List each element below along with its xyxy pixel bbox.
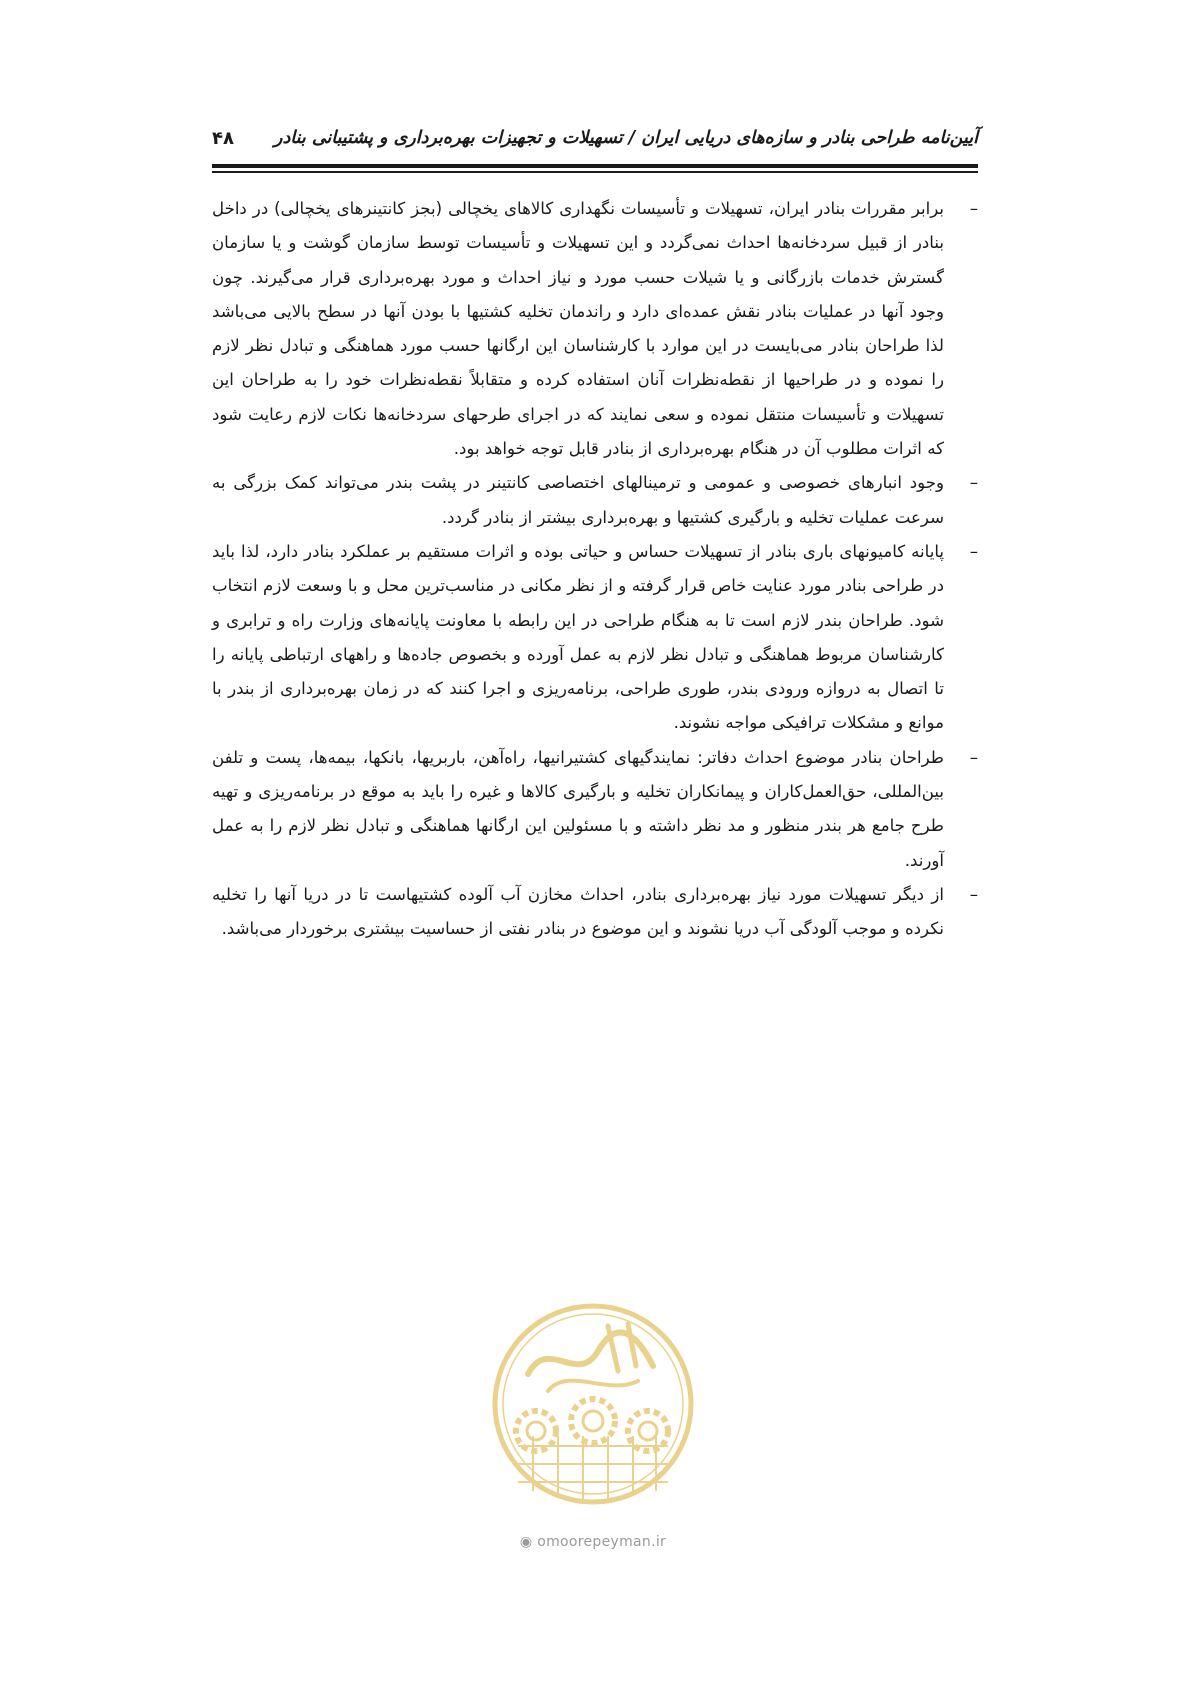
bullet-dash: – [969,199,978,218]
bullet-dash: – [969,473,978,493]
paragraph-text: پایانه کامیونهای باری بنادر از تسهیلات حساس و حیاتی بوده و اثرات مستقیم بر عملکرد بنادر دارد، لذا باید در طراحی بنادر مورد عنایت خاص قرار گرفته و از نظر مکانی در مناسب‌ترین محل و با وسعت لازم انتخاب شود. طراحان بندر لازم است تا به هنگام طراحی در این رابطه با معاونت پایانه‌های وزارت راه و ترابری و کارشناسان مربوط هماهنگی و تبادل نظر لازم به عمل آورده و بخصوص جاده‌ها و راههای ارتباطی پایانه را تا اتصال به دروازه ورودی بندر، طوری طراحی، برنامه‌ریزی و اجرا کنند که در زمان بهره‌برداری از بندر با موانع و مشکلات ترافیکی مواجه نشوند. [212,541,944,733]
bullet-item-3 [212,535,978,741]
globe-icon: ◉ [519,1534,533,1550]
header-title: آیین‌نامه طراحی بنادر و سازه‌های دریایی ایران / تسهیلات و تجهیزات بهره‌برداری و پشتیبانی بنادر [274,128,978,148]
running-header [212,128,978,158]
bullet-dash: – [969,541,978,561]
watermark-site-label [488,1534,698,1550]
bullet-dash: – [969,747,978,767]
body-content [212,192,978,947]
watermark-site: omoorepeyman.ir [537,1534,667,1550]
bullet-item-1 [212,192,978,466]
bullet-item-2 [212,466,978,535]
watermark [488,1296,698,1566]
paragraph-text: طراحان بنادر موضوع احداث دفاتر: نمایندگیهای کشتیرانیها، راه‌آهن، باربریها، بانکها، بیمه‌ها، پست و تلفن بین‌المللی، حق‌العمل‌کاران و پیمانکاران تخلیه و بارگیری کالاها و غیره را باید به موقع در برنامه‌ریزی و تهیه طرح جامع هر بندر منظور و مد نظر داشته و با مسئولین این ارگانها هماهنگی و تبادل نظر لازم را به عمل آورند. [212,747,944,870]
watermark-logo-icon [488,1296,698,1526]
paragraph-text: از دیگر تسهیلات مورد نیاز بهره‌برداری بنادر، احداث مخازن آب آلوده کشتیهاست تا در دریا آنها را تخلیه نکرده و موجب آلودگی آب دریا نشوند و این موضوع در بنادر نفتی از حساسیت بیشتری برخوردار می‌باشد. [212,884,944,939]
bullet-dash: – [969,884,978,904]
header-rule-thin [212,171,978,173]
paragraph-text: برابر مقررات بنادر ایران، تسهیلات و تأسیسات نگهداری کالاهای یخچالی (بجز کانتینرهای یخچالی) در داخل بنادر از قبیل سردخانه‌ها احداث نمی‌گردد و این تسهیلات و تأسیسات توسط سازمان گوشت و یا سازمان گسترش خدمات بازرگانی و یا شیلات حسب مورد و نیاز احداث و مورد بهره‌برداری قرار می‌گیرند. چون وجود آنها در عملیات بنادر نقش عمده‌ای دارد و راندمان تخلیه کشتیها با بودن آنها در سطح بالایی می‌باشد لذا طراحان بنادر می‌بایست در این موارد با کارشناسان این ارگانها حسب مورد هماهنگی و تبادل نظر لازم را نموده و در طراحیها از نقطه‌نظرات آنان استفاده کرده و متقابلاً نقطه‌نظرات خود را به طراحان این تسهیلات و تأسیسات منتقل نموده و سعی نمایند که در اجرای طرحهای سردخانه‌ها نکات لازم رعایت شود که اثرات مطلوب آن در هنگام بهره‌برداری از بنادر قابل توجه خواهد بود. [212,199,944,459]
bullet-item-4 [212,741,978,878]
paragraph-text: وجود انبارهای خصوصی و عمومی و ترمینالهای اختصاصی کانتینر در پشت بندر می‌تواند کمک بزرگی به سرعت عملیات تخلیه و بارگیری کشتیها و بهره‌برداری بیشتر از بنادر گردد. [212,473,944,527]
bullet-item-5 [212,878,978,947]
page-number: ۴۸ [212,128,234,149]
header-rule-thick [212,164,978,168]
